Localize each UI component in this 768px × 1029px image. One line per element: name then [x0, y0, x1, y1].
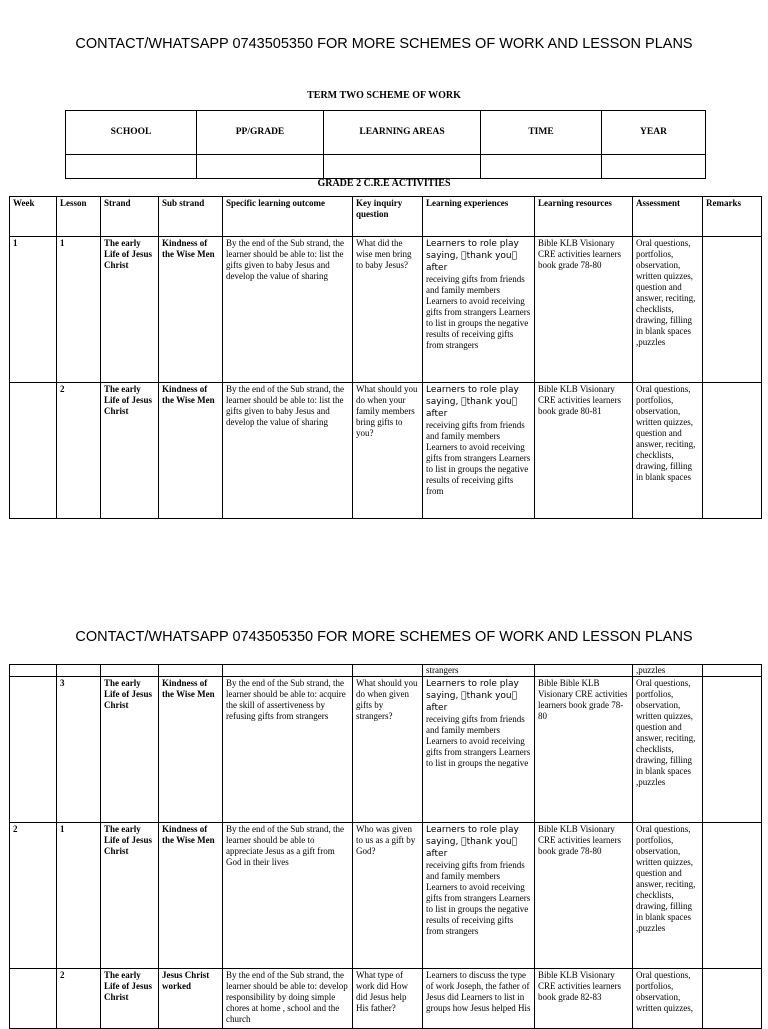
- cell-resources: Bible KLB Visionary CRE activities learners book grade 78-80: [535, 237, 633, 383]
- cell-substrand: Jesus Christ worked: [159, 969, 223, 1029]
- table-row: [10, 969, 762, 1029]
- cell-assessment: ,puzzles: [633, 665, 703, 677]
- experience-lead: Learners to role play saying,  thank you  after: [426, 825, 519, 859]
- cell-lesson: 1: [57, 237, 101, 383]
- experience-rest: receiving gifts from friends and family members Learners to avoid receiving gifts from strangers Learners to list in groups the negative results of receiving gifts from strangers: [426, 860, 531, 936]
- cell-week: [10, 969, 57, 1029]
- cell-lesson: 2: [57, 383, 101, 519]
- info-header-school: SCHOOL: [66, 111, 197, 155]
- cell-question: What should you do when your family members bring gifts to you?: [353, 383, 423, 519]
- col-remarks: Remarks: [703, 197, 762, 237]
- col-week: Week: [10, 197, 57, 237]
- cell-lesson: 3: [57, 677, 101, 823]
- col-assessment: Assessment: [633, 197, 703, 237]
- cell-remarks: [703, 237, 762, 383]
- cell-assessment: Oral questions, portfolios, observation, written quizzes, question and answer, reciting, checklists, drawing, filling in blank spaces ,puzzles: [633, 677, 703, 823]
- table-row: [10, 677, 762, 823]
- col-substrand: Sub strand: [159, 197, 223, 237]
- banner-page2: CONTACT/WHATSAPP 0743505350 FOR MORE SCHEMES OF WORK AND LESSON PLANS: [75, 629, 693, 645]
- cell-remarks: [703, 969, 762, 1029]
- cell-assessment: Oral questions, portfolios, observation, written quizzes,: [633, 969, 703, 1029]
- cell-strand: The early Life of Jesus Christ: [101, 677, 159, 823]
- cell-week: [10, 677, 57, 823]
- cell-outcome: By the end of the Sub strand, the learner should be able to: list the gifts given to baby Jesus and develop the value of sharing: [223, 383, 353, 519]
- info-cell-school[interactable]: [66, 155, 197, 179]
- cell-strand: The early Life of Jesus Christ: [101, 823, 159, 969]
- cell-experiences: strangers: [423, 665, 535, 677]
- cell-resources: Bible KLB Visionary CRE activities learners book grade 80-81: [535, 383, 633, 519]
- table-row: [10, 823, 762, 969]
- cell-week: 1: [10, 237, 57, 383]
- table-row-carry: [10, 665, 762, 677]
- cell-week: 2: [10, 823, 57, 969]
- info-table: [65, 110, 706, 179]
- info-cell-grade[interactable]: [197, 155, 324, 179]
- cell-assessment: Oral questions, portfolios, observation, written quizzes, question and answer, reciting, checklists, drawing, filling in blank spaces ,puzzles: [633, 823, 703, 969]
- cell-strand: The early Life of Jesus Christ: [101, 383, 159, 519]
- info-header-areas: LEARNING AREAS: [324, 111, 481, 155]
- cell-week: [10, 383, 57, 519]
- experience-rest: receiving gifts from friends and family members Learners to avoid receiving gifts from strangers Learners to list in groups the negative results of receiving gifts from strangers: [426, 274, 531, 350]
- cell-question: What should you do when given gifts by strangers?: [353, 677, 423, 823]
- info-header-time: TIME: [481, 111, 602, 155]
- table-row: [10, 237, 762, 383]
- cell-resources: Bible KLB Visionary CRE activities learners book grade 82-83: [535, 969, 633, 1029]
- experience-lead: Learners to role play saying,  thank you  after: [426, 679, 519, 713]
- cell-experiences: [423, 237, 535, 383]
- cell-substrand: Kindness of the Wise Men: [159, 677, 223, 823]
- scheme-table-page2: [9, 664, 762, 1029]
- scheme-table-page1: [9, 196, 762, 519]
- banner-top: CONTACT/WHATSAPP 0743505350 FOR MORE SCHEMES OF WORK AND LESSON PLANS: [75, 36, 693, 52]
- cell-assessment: Oral questions, portfolios, observation, written quizzes, question and answer, reciting, checklists, drawing, filling in blank spaces ,puzzles: [633, 237, 703, 383]
- experience-rest: receiving gifts from friends and family members Learners to avoid receiving gifts from strangers Learners to list in groups the negative results of receiving gifts from: [426, 420, 531, 496]
- cell-question: What type of work did How did Jesus help His father?: [353, 969, 423, 1029]
- cell-substrand: Kindness of the Wise Men: [159, 823, 223, 969]
- cell-experiences: [423, 823, 535, 969]
- col-lesson: Lesson: [57, 197, 101, 237]
- grade-title: GRADE 2 C.R.E ACTIVITIES: [317, 178, 451, 189]
- col-outcome: Specific learning outcome: [223, 197, 353, 237]
- info-cell-year[interactable]: [602, 155, 706, 179]
- cell-lesson: 1: [57, 823, 101, 969]
- info-header-grade: PP/GRADE: [197, 111, 324, 155]
- cell-strand: The early Life of Jesus Christ: [101, 237, 159, 383]
- cell-question: Who was given to us as a gift by God?: [353, 823, 423, 969]
- cell-substrand: Kindness of the Wise Men: [159, 383, 223, 519]
- cell-experiences: [423, 677, 535, 823]
- cell-resources: Bible KLB Visionary CRE activities learners book grade 78-80: [535, 823, 633, 969]
- cell-remarks: [703, 383, 762, 519]
- experience-lead: Learners to role play saying,  thank you  after: [426, 239, 519, 273]
- cell-substrand: Kindness of the Wise Men: [159, 237, 223, 383]
- experience-lead: Learners to role play saying,  thank you  after: [426, 385, 519, 419]
- cell-outcome: By the end of the Sub strand, the learner should be able to: develop responsibility by doing simple chores at home , school and the church: [223, 969, 353, 1029]
- cell-lesson: 2: [57, 969, 101, 1029]
- cell-remarks: [703, 677, 762, 823]
- cell-resources: Bible Bible KLB Visionary CRE activities learners book grade 78-80: [535, 677, 633, 823]
- info-header-year: YEAR: [602, 111, 706, 155]
- cell-remarks: [703, 823, 762, 969]
- experience-rest: receiving gifts from friends and family members Learners to avoid receiving gifts from strangers Learners to list in groups the negative: [426, 714, 531, 768]
- info-cell-areas[interactable]: [324, 155, 481, 179]
- cell-strand: The early Life of Jesus Christ: [101, 969, 159, 1029]
- cell-experiences: Learners to discuss the type of work Joseph, the father of Jesus did Learners to list in groups how Jesus helped His: [423, 969, 535, 1029]
- cell-question: What did the wise men bring to baby Jesus?: [353, 237, 423, 383]
- col-strand: Strand: [101, 197, 159, 237]
- cell-assessment: Oral questions, portfolios, observation, written quizzes, question and answer, reciting, checklists, drawing, filling in blank spaces: [633, 383, 703, 519]
- cell-outcome: By the end of the Sub strand, the learner should be able to: acquire the skill of assertiveness by refusing gifts from strangers: [223, 677, 353, 823]
- cell-outcome: By the end of the Sub strand, the learner should be able to: list the gifts given to baby Jesus and develop the value of sharing: [223, 237, 353, 383]
- term-title: TERM TWO SCHEME OF WORK: [307, 90, 461, 101]
- table-row: [10, 383, 762, 519]
- col-question: Key inquiry question: [353, 197, 423, 237]
- header-row: [10, 197, 762, 237]
- col-resources: Learning resources: [535, 197, 633, 237]
- col-experiences: Learning experiences: [423, 197, 535, 237]
- info-cell-time[interactable]: [481, 155, 602, 179]
- cell-experiences: [423, 383, 535, 519]
- cell-outcome: By the end of the Sub strand, the learner should be able to appreciate Jesus as a gift from God in their lives: [223, 823, 353, 969]
